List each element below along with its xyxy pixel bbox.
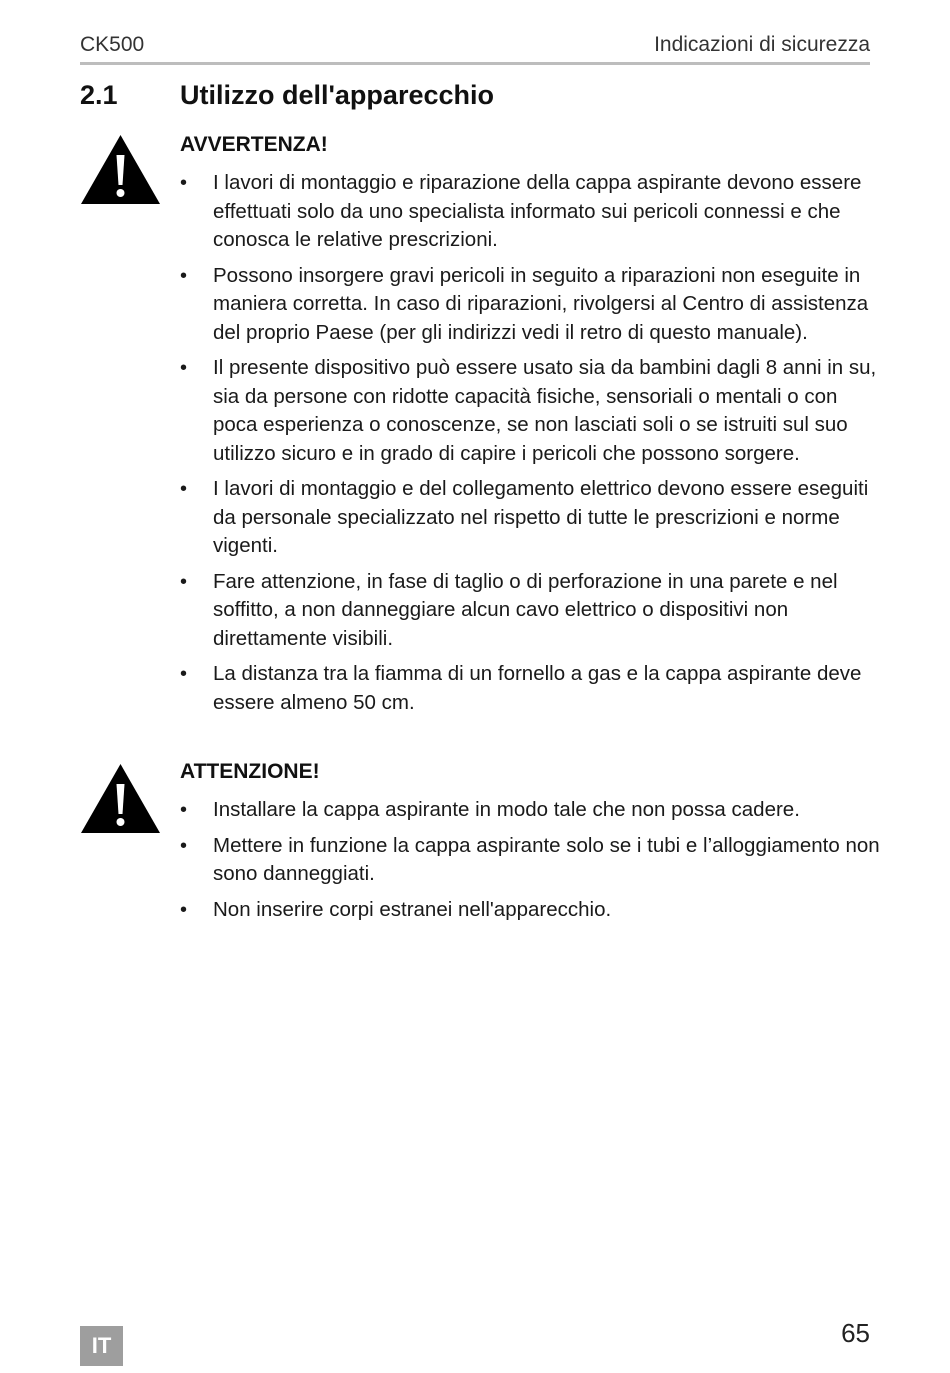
page-header (80, 30, 870, 65)
caution-block (180, 758, 880, 931)
warning-block (180, 131, 880, 724)
bullet-icon: • (180, 799, 188, 821)
list-item-text: I lavori di montaggio e riparazione della cappa aspirante devono essere effettuati solo da uno specialista informato sui pericoli connessi e che conosca le relative prescrizioni. (213, 171, 862, 251)
section-title: Utilizzo dell'apparecchio (180, 80, 494, 110)
list-item (180, 169, 880, 255)
bullet-icon: • (180, 172, 188, 194)
list-item (180, 796, 880, 825)
warning-label: AVVERTENZA! (180, 133, 328, 156)
list-item-text: Possono insorgere gravi pericoli in seguito a riparazioni non eseguite in maniera corretta. In caso di riparazioni, rivolgersi al Centro di assistenza del proprio Paese (per gli indirizzi vedi il retro di questo manuale). (213, 263, 869, 344)
list-item (180, 568, 880, 654)
list-item (180, 660, 880, 717)
list-item-text: Installare la cappa aspirante in modo tale che non possa cadere. (213, 798, 800, 821)
list-item-text: Il presente dispositivo può essere usato sia da bambini dagli 8 anni in su, sia da persone con ridotte capacità fisiche, sensoriali o mentali o con poca esperienza o conoscenze, se non lasciati soli o se istruiti sul suo utilizzo sicuro e in grado di capire i pericoli che possono sorgere. (213, 356, 877, 465)
list-item-text: Non inserire corpi estranei nell'apparecchio. (213, 897, 612, 921)
chapter-title: Indicazioni di sicurezza (654, 33, 870, 56)
list-item (180, 354, 880, 468)
list-item-text: I lavori di montaggio e del collegamento elettrico devono essere eseguiti da personale specializzato nel rispetto di tutte le prescrizioni e norme vigenti. (213, 477, 869, 557)
list-item-text: Mettere in funzione la cappa aspirante solo se i tubi e l’alloggiamento non sono danneggiati. (213, 833, 880, 885)
list-item (180, 262, 880, 348)
bullet-icon: • (180, 357, 188, 379)
bullet-icon: • (180, 264, 188, 287)
warning-triangle-icon (80, 762, 161, 834)
warning-triangle-icon (80, 133, 161, 205)
caution-label: ATTENZIONE! (180, 760, 320, 783)
bullet-icon: • (180, 570, 188, 593)
list-item (180, 475, 880, 561)
caution-list (180, 796, 880, 924)
bullet-icon: • (180, 834, 188, 857)
list-item-text: La distanza tra la fiamma di un fornello a gas e la cappa aspirante deve essere almeno 50 cm. (213, 662, 862, 714)
list-item (180, 896, 880, 925)
page-number: 65 (841, 1318, 870, 1348)
bullet-icon: • (180, 663, 188, 685)
list-item-text: Fare attenzione, in fase di taglio o di perforazione in una parete e nel soffitto, a non danneggiare alcun cavo elettrico o dispositivi non direttamente visibili. (213, 569, 838, 650)
section-number: 2.1 (80, 80, 118, 110)
language-tab: IT (80, 1326, 123, 1366)
bullet-icon: • (180, 478, 188, 500)
product-name: CK500 (80, 33, 145, 56)
list-item (180, 832, 880, 889)
warning-list (180, 169, 880, 717)
bullet-icon: • (180, 898, 188, 921)
